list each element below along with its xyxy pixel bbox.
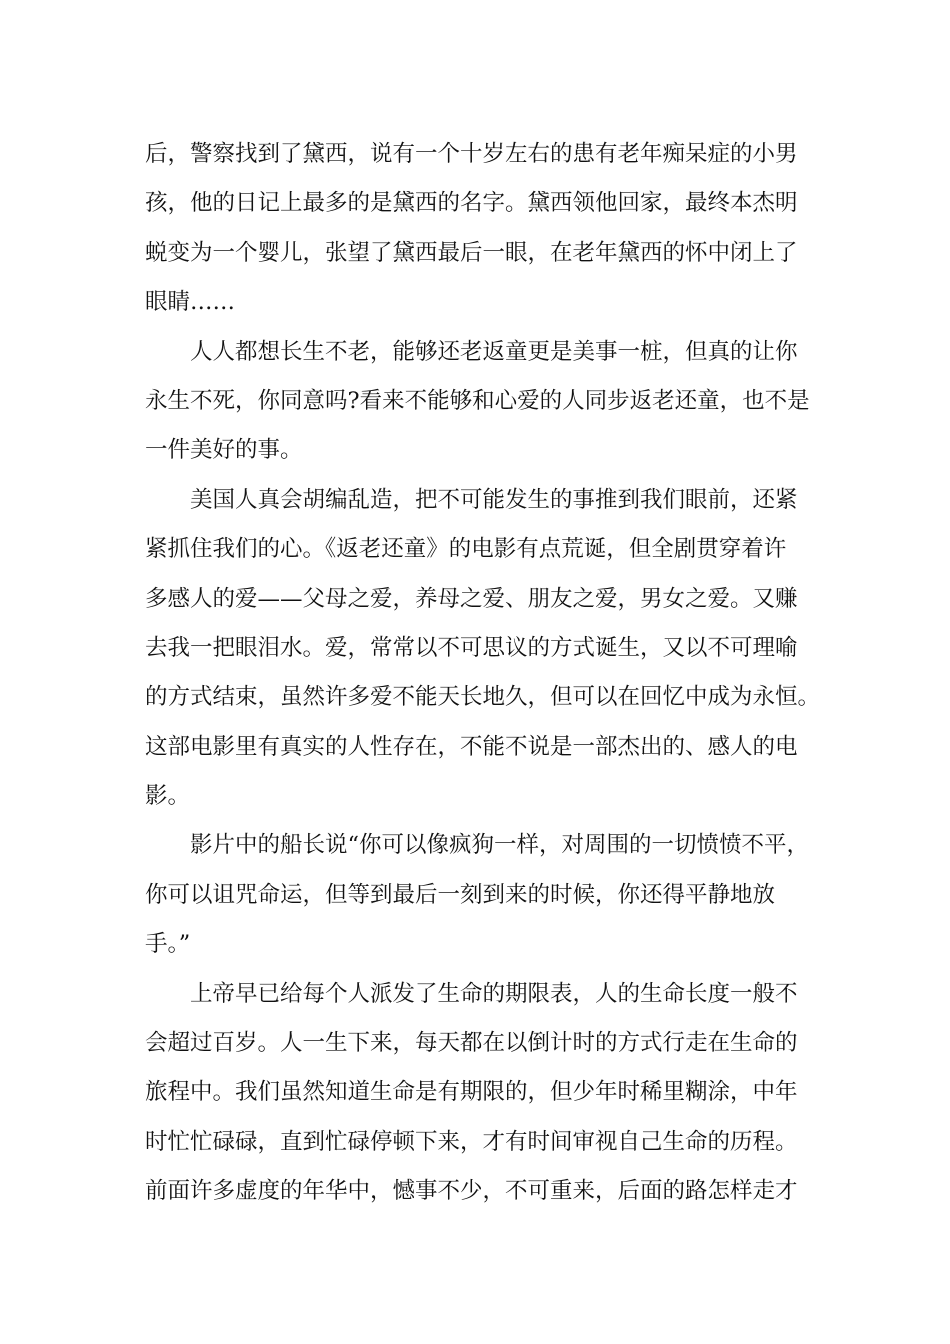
text-line: 你可以诅咒命运，但等到最后一刻到来的时候，你还得平静地放 [145,881,776,908]
paragraph [145,970,817,1217]
text-line: 孩，他的日记上最多的是黛西的名字。黛西领他回家，最终本杰明 [145,190,798,217]
text-line: 上帝早已给每个人派发了生命的期限表，人的生命长度一般不 [190,980,798,1007]
paragraph [145,130,817,328]
text-line: 这部电影里有真实的人性存在，不能不说是一部杰出的、感人的电 [145,733,798,760]
text-line: 永生不死，你同意吗?看来不能够和心爱的人同步返老还童，也不是 [145,387,810,414]
text-line: 前面许多虚度的年华中，憾事不少，不可重来，后面的路怎样走才 [145,1178,798,1205]
paragraph [145,821,817,969]
text-line: 影片中的船长说“你可以像疯狗一样，对周围的一切愤愤不平， [190,832,810,859]
text-line: 多感人的爱——父母之爱，养母之爱、朋友之爱，男女之爱。又赚 [145,585,798,612]
text-line: 的方式结束，虽然许多爱不能天长地久，但可以在回忆中成为永恒。 [145,684,821,711]
text-line: 手。” [145,931,191,958]
text-line: 时忙忙碌碌，直到忙碌停顿下来，才有时间审视自己生命的历程。 [145,1128,798,1155]
text-line: 美国人真会胡编乱造，把不可能发生的事推到我们眼前，还紧 [190,486,798,513]
text-line: 去我一把眼泪水。爱，常常以不可思议的方式诞生，又以不可理喻 [145,634,798,661]
text-line: 人人都想长生不老，能够还老返童更是美事一桩，但真的让你 [190,338,798,365]
document-body [145,130,821,1217]
paragraph [145,328,817,476]
text-line: 后，警察找到了黛西，说有一个十岁左右的患有老年痴呆症的小男 [145,141,798,167]
text-line: 一件美好的事。 [145,437,303,464]
text-line: 旅程中。我们虽然知道生命是有期限的，但少年时稀里糊涂，中年 [145,1079,798,1106]
paragraph [145,476,821,822]
text-line: 影。 [145,783,191,810]
text-line: 眼睛…… [145,289,236,316]
text-line: 会超过百岁。人一生下来，每天都在以倒计时的方式行走在生命的 [145,1030,798,1057]
text-line: 紧抓住我们的心。《返老还童》的电影有点荒诞，但全剧贯穿着许 [145,536,787,563]
text-line: 蜕变为一个婴儿，张望了黛西最后一眼，在老年黛西的怀中闭上了 [145,239,798,266]
